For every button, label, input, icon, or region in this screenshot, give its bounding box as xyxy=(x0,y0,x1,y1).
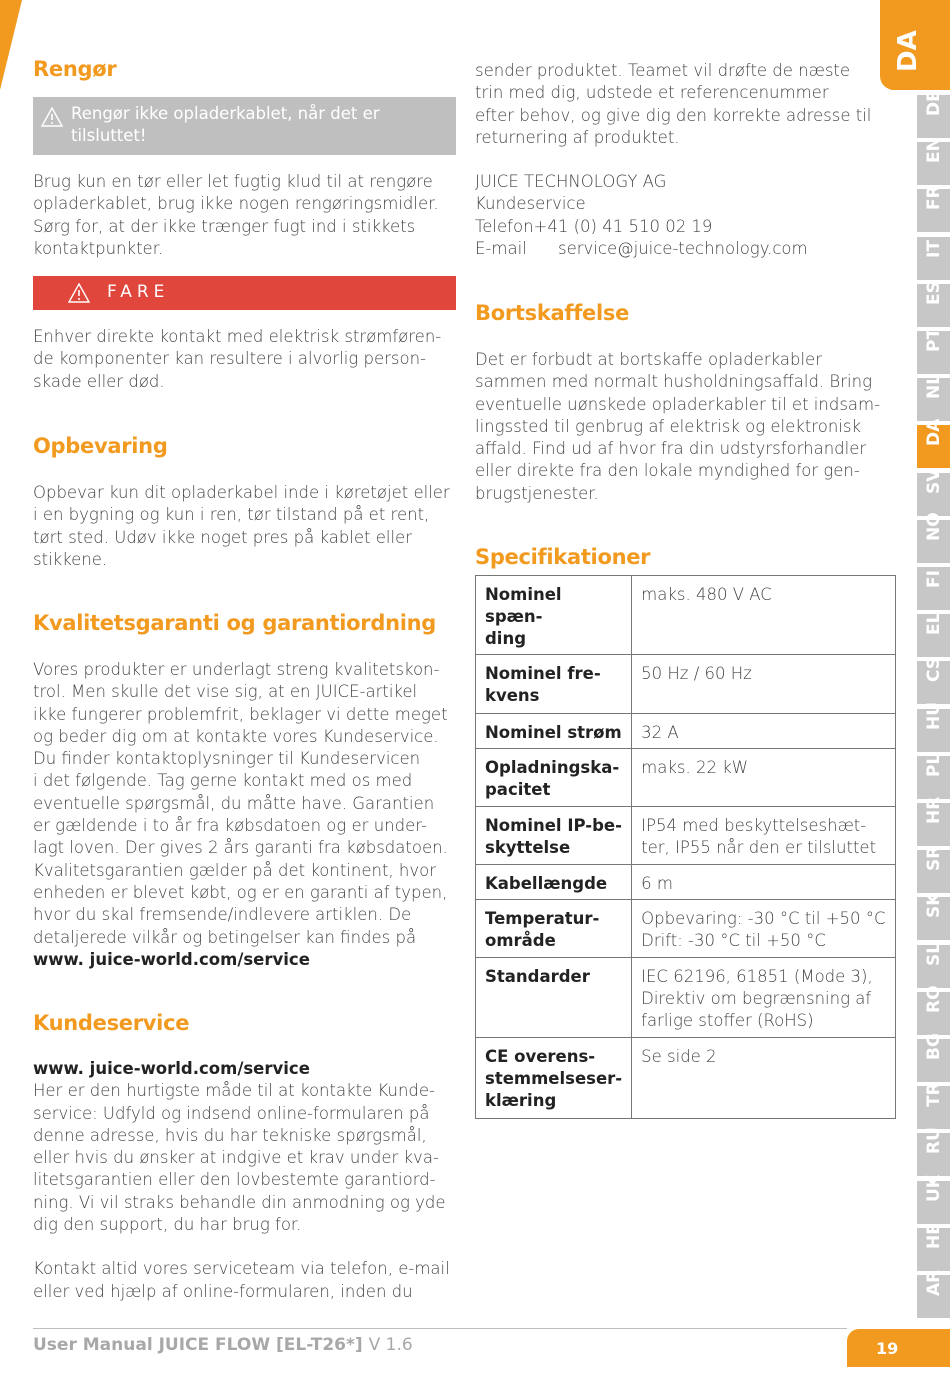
language-tab-sk[interactable] xyxy=(917,892,950,940)
text-line: Enhver direkte kontakt med elektrisk strømføren- xyxy=(33,327,442,346)
language-tab-label: HU xyxy=(924,701,944,730)
language-tab-hr[interactable] xyxy=(917,796,950,846)
table-row xyxy=(476,900,896,958)
text-line: lingssted til genbrug af elektrisk og elektronisk xyxy=(475,416,862,436)
language-tab-bg[interactable] xyxy=(917,1033,950,1082)
text-line: Vores produkter er underlagt streng kvalitetskon- xyxy=(33,660,440,679)
heading-opbevaring: Opbevaring xyxy=(33,434,168,458)
text-line: stikkene. xyxy=(33,549,108,569)
text-line: lagt loven. Der gives 2 års garanti fra købsdatoen. xyxy=(33,838,448,858)
spec-value: IP54 med beskyttelseshæt- ter, IP55 når den er tilsluttet xyxy=(632,807,896,865)
language-tab-label: SK xyxy=(924,892,944,919)
text-line: Her er den hurtigste måde til at kontakte Kunde- xyxy=(33,1081,435,1101)
company-name: JUICE TECHNOLOGY AG xyxy=(475,172,667,191)
email-label: E-mail xyxy=(475,238,527,258)
language-tab-label: FI xyxy=(924,570,944,588)
spec-key: Opladningska- pacitet xyxy=(476,749,632,807)
text-line: Brug kun en tør eller let fugtig klud til at rengøre xyxy=(33,172,433,191)
language-tab-label: FR xyxy=(924,185,944,211)
text-line: returnering af produktet. xyxy=(475,127,680,147)
language-tab-it[interactable] xyxy=(917,237,950,280)
language-tab-label: BG xyxy=(924,1033,944,1060)
spec-value: 6 m xyxy=(632,865,896,900)
text-line: service: Udfyld og indsend online-formularen på xyxy=(33,1103,430,1123)
warning-triangle-icon xyxy=(68,283,90,303)
table-row xyxy=(476,714,896,749)
language-tab-label: NO xyxy=(924,512,944,541)
text-line: Det er forbudt at bortskaffe opladerkabler xyxy=(475,350,822,369)
text-line: opladerkablet, brug ikke nogen rengøringsmidler. xyxy=(33,194,439,214)
language-tab-cs[interactable] xyxy=(917,657,950,704)
text-line: tørt sted. Udøv ikke noget pres på kablet eller xyxy=(33,527,412,547)
text-line: efter behov, og give dig den korrekte adresse til xyxy=(475,105,872,125)
phone-label: Telefon xyxy=(475,216,534,236)
table-row xyxy=(476,865,896,900)
company-contact xyxy=(475,171,885,260)
spec-key: Nominel spæn- ding xyxy=(476,576,632,655)
text-line: eventuelle spørgsmål, du måtte have. Garantien xyxy=(33,793,435,813)
text-line: enheden er blevet købt, og er en garanti af typen, xyxy=(33,882,448,902)
current-language-tab xyxy=(880,0,950,90)
text-line: ikke fungerer problemfrit, beklager vi dette meget xyxy=(33,704,448,724)
language-tab-label: CS xyxy=(924,657,944,683)
spec-value: Opbevaring: -30 °C til +50 °C Drift: -30 °C til +50 °C xyxy=(632,900,896,958)
language-tab-label: PT xyxy=(924,327,944,352)
language-tab-label: EL xyxy=(924,612,944,636)
specifications-table xyxy=(475,575,896,1119)
heading-specifikationer: Specifikationer xyxy=(475,545,651,569)
text-line: detaljerede vilkår og betingelser kan findes på xyxy=(33,927,417,947)
table-row xyxy=(476,576,896,655)
company-department: Kundeservice xyxy=(475,194,586,214)
current-language-label: DA xyxy=(893,30,923,72)
text-line: trol. Men skulle det vise sig, at en JUICE-artikel xyxy=(33,682,418,702)
text-line: sender produktet. Teamet vil drøfte de næste xyxy=(475,61,851,80)
language-tab-label: HE xyxy=(924,1222,944,1249)
page-number-tab xyxy=(847,1329,950,1367)
storage-paragraph xyxy=(33,482,458,571)
language-tab-sr[interactable] xyxy=(917,845,950,893)
text-line: hvor du skal fremsende/indlevere artiklen. De xyxy=(33,905,412,925)
heading-kvalitetsgaranti: Kvalitetsgaranti og garantiordning xyxy=(33,611,437,635)
text-line: eller hvis du ønsker at indgive et krav under kva- xyxy=(33,1148,439,1168)
text-line: Kontakt altid vores serviceteam via telefon, e-mail xyxy=(33,1259,450,1279)
language-tab-nl[interactable] xyxy=(917,374,950,421)
spec-value: maks. 22 kW xyxy=(632,749,896,807)
language-tab-sv[interactable] xyxy=(917,468,950,516)
text-line: eller ved hjælp af online-formularen, inden du xyxy=(33,1281,413,1301)
heading-kundeservice: Kundeservice xyxy=(33,1011,190,1035)
text-line: eventuelle uønskede opladerkabler til et indsam- xyxy=(475,394,881,414)
danger-label: FARE xyxy=(107,282,170,302)
table-row xyxy=(476,958,896,1038)
language-tab-ru[interactable] xyxy=(917,1127,950,1176)
table-row xyxy=(476,807,896,865)
warranty-link[interactable]: www. juice-world.com/service xyxy=(33,949,310,969)
manual-title: User Manual JUICE FLOW [EL-T26*] xyxy=(33,1335,363,1355)
support-link[interactable]: www. juice-world.com/service xyxy=(33,1059,310,1078)
language-tab-label: SR xyxy=(924,845,944,872)
text-line: ning. Vi vil straks behandle din anmodning og yde xyxy=(33,1192,446,1212)
language-tab-tr[interactable] xyxy=(917,1082,950,1129)
corner-accent xyxy=(0,0,22,90)
text-line: litetsgarantien eller den lovbestemte garantiord- xyxy=(33,1170,436,1190)
spec-key: Standarder xyxy=(476,958,632,1038)
table-row xyxy=(476,655,896,714)
language-tab-he[interactable] xyxy=(917,1222,950,1271)
language-tab-label: AR xyxy=(924,1269,944,1296)
phone-number[interactable]: +41 (0) 41 510 02 19 xyxy=(533,216,713,236)
page-number: 19 xyxy=(876,1339,899,1358)
footer-divider xyxy=(33,1328,847,1329)
text-line: er gældende i to år fra købsdatoen og er under- xyxy=(33,816,427,836)
text-line: eller direkte fra den lokale myndighed for gen- xyxy=(475,461,860,481)
spec-key: Nominel IP-be- skyttelse xyxy=(476,807,632,865)
caution-text-line: tilsluttet! xyxy=(71,126,147,145)
caution-notice xyxy=(33,97,456,155)
table-row xyxy=(476,749,896,807)
language-tab-label: TR xyxy=(924,1082,944,1108)
spec-key: Nominel strøm xyxy=(476,714,632,749)
language-tab-label: UK xyxy=(924,1174,944,1202)
language-tab-en[interactable] xyxy=(917,137,950,185)
heading-bortskaffelse: Bortskaffelse xyxy=(475,301,630,325)
language-tab-label: ES xyxy=(924,280,944,305)
language-tab-pt[interactable] xyxy=(917,327,950,374)
spec-key: Kabellængde xyxy=(476,865,632,900)
continued-paragraph xyxy=(475,60,885,149)
language-tab-el[interactable] xyxy=(917,614,950,657)
manual-version: V 1.6 xyxy=(368,1335,413,1355)
email-address[interactable]: service@juice-technology.com xyxy=(558,238,808,258)
text-line: Du finder kontaktoplysninger til Kundeservicen xyxy=(33,749,421,769)
warning-triangle-icon xyxy=(41,107,63,127)
support-paragraph xyxy=(33,1058,458,1303)
language-tab-ro[interactable] xyxy=(917,985,950,1035)
spec-key: Nominel fre- kvens xyxy=(476,655,632,714)
language-tab-ar[interactable] xyxy=(917,1269,950,1318)
text-line: denne adresse, hvis du har tekniske spørgsmål, xyxy=(33,1125,427,1145)
spec-value: 50 Hz / 60 Hz xyxy=(632,655,896,714)
danger-banner xyxy=(33,276,456,310)
language-tab-da[interactable] xyxy=(917,419,950,468)
language-tab-es[interactable] xyxy=(917,280,950,327)
text-line: brugstjenester. xyxy=(475,483,599,503)
text-line: Kvalitetsgarantien gælder på det kontinent, hvor xyxy=(33,860,437,880)
language-tab-label: DE xyxy=(924,90,944,116)
language-tab-sl[interactable] xyxy=(917,942,950,988)
language-tab-fi[interactable] xyxy=(917,567,950,610)
clean-paragraph xyxy=(33,171,458,260)
caution-text-line: Rengør ikke opladerkablet, når det er xyxy=(71,104,380,123)
text-line: sammen med normalt husholdningsaffald. Bring xyxy=(475,372,872,392)
spec-value: Se side 2 xyxy=(632,1038,896,1119)
text-line: skade eller død. xyxy=(33,371,165,391)
language-tab-label: RO xyxy=(924,985,944,1013)
language-tab-label: EN xyxy=(924,137,944,164)
text-line: og beder dig om at kontakte vores Kundeservice. xyxy=(33,726,439,746)
language-tab-label: RU xyxy=(924,1127,944,1155)
danger-paragraph xyxy=(33,326,458,393)
warranty-paragraph xyxy=(33,659,458,971)
language-tab-label: PL xyxy=(924,753,944,777)
spec-value: maks. 480 V AC xyxy=(632,576,896,655)
text-line: kontaktpunkter. xyxy=(33,238,164,258)
spec-key: CE overens- stemmelseser- klæring xyxy=(476,1038,632,1119)
text-line: de komponenter kan resultere i alvorlig person- xyxy=(33,349,427,369)
text-line: affald. Find ud af hvor fra din udstyrsforhandler xyxy=(475,439,867,459)
language-tab-label: SL xyxy=(924,942,944,966)
spec-value: IEC 62196, 61851 (Mode 3), Direktiv om begrænsning af farlige stoffer (RoHS) xyxy=(632,958,896,1038)
language-tab-de[interactable] xyxy=(917,90,950,138)
language-tab-label: HR xyxy=(924,796,944,824)
text-line: Sørg for, at der ikke trænger fugt ind i stikkets xyxy=(33,216,416,236)
language-tab-pl[interactable] xyxy=(917,753,950,799)
language-tab-no[interactable] xyxy=(917,512,950,563)
spec-value: 32 A xyxy=(632,714,896,749)
heading-rengor: Rengør xyxy=(33,57,117,81)
language-tab-label: NL xyxy=(924,374,944,400)
text-line: Opbevar kun dit opladerkabel inde i køretøjet eller xyxy=(33,483,450,502)
language-tab-label: DA xyxy=(924,419,944,447)
language-tab-uk[interactable] xyxy=(917,1174,950,1224)
footer-title xyxy=(33,1335,413,1355)
spec-key: Temperatur- område xyxy=(476,900,632,958)
disposal-paragraph xyxy=(475,349,885,505)
text-line: i det følgende. Tag gerne kontakt med os med xyxy=(33,771,413,791)
language-tab-label: IT xyxy=(924,239,944,258)
text-line: dig den support, du har brug for. xyxy=(33,1215,302,1235)
language-tab-fr[interactable] xyxy=(917,185,950,232)
text-line: i en bygning og kun i ren, tør tilstand på et rent, xyxy=(33,505,430,525)
text-line: trin med dig, udstede et referencenummer xyxy=(475,83,829,103)
language-tab-hu[interactable] xyxy=(917,701,950,752)
table-row xyxy=(476,1038,896,1119)
language-tab-label: SV xyxy=(924,468,944,494)
